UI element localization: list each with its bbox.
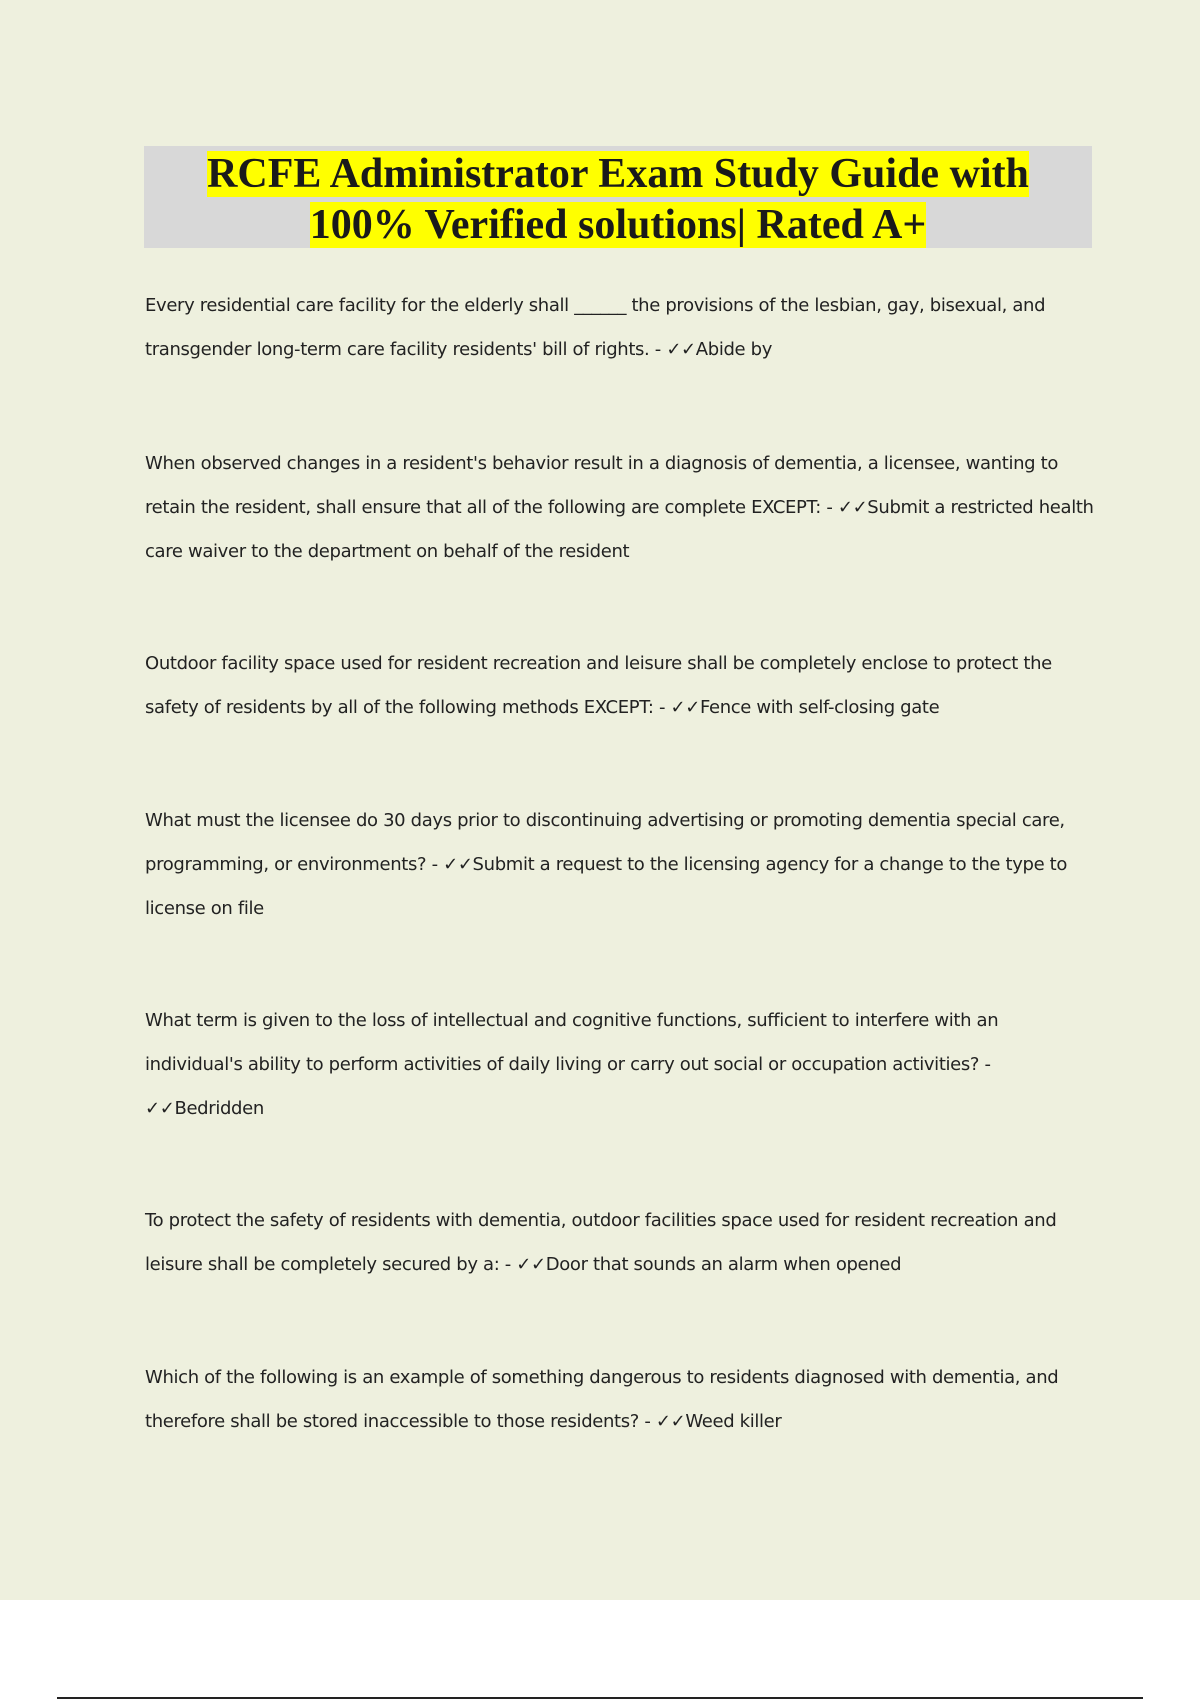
answer-text: ✓✓Fence with self-closing gate: [670, 697, 940, 718]
qa-item-5: [145, 999, 1095, 1131]
qa-item-2: [145, 442, 1095, 574]
title-banner: [144, 146, 1092, 248]
answer-text: ✓✓Abide by: [666, 339, 773, 360]
question-text: Every residential care facility for the elderly shall ______ the provisions of the lesbian, gay, bisexual, and transgender long-term care facility residents' bill of rights. -: [145, 295, 1046, 360]
answer-text: ✓✓Submit a restricted health care waiver to the department on behalf of the resident: [145, 497, 1094, 562]
answer-text: ✓✓Door that sounds an alarm when opened: [516, 1254, 902, 1275]
question-text: Which of the following is an example of something dangerous to residents diagnosed with dementia, and therefore shall be stored inaccessible to those residents? -: [145, 1367, 1059, 1432]
title-line-2: 100% Verified solutions| Rated A+: [309, 202, 927, 248]
qa-item-6: [145, 1199, 1095, 1287]
document-title: [144, 146, 1092, 251]
answer-text: ✓✓Submit a request to the licensing agency for a change to the type to license on file: [145, 854, 1068, 919]
footer-divider: [57, 1697, 1143, 1699]
qa-item-3: [145, 642, 1095, 730]
answer-text: ✓✓Weed killer: [655, 1411, 782, 1432]
qa-item-7: [145, 1356, 1095, 1444]
title-line-1: RCFE Administrator Exam Study Guide with: [207, 151, 1029, 197]
answer-text: ✓✓Bedridden: [145, 1098, 264, 1119]
question-text: When observed changes in a resident's behavior result in a diagnosis of dementia, a licensee, wanting to retain the resident, shall ensure that all of the following are complete EXCEPT: -: [145, 453, 1058, 518]
qa-item-1: [145, 284, 1095, 372]
question-text: What must the licensee do 30 days prior to discontinuing advertising or promoting dementia special care, programming, or environments? -: [145, 810, 1065, 875]
question-text: To protect the safety of residents with dementia, outdoor facilities space used for resident recreation and leisure shall be completely secured by a: -: [145, 1210, 1057, 1275]
question-text: Outdoor facility space used for resident recreation and leisure shall be completely enclose to protect the safety of residents by all of the following methods EXCEPT: -: [145, 653, 1052, 718]
question-text: What term is given to the loss of intellectual and cognitive functions, sufficient to interfere with an individual's ability to perform activities of daily living or carry out social or occupation activities? -: [145, 1010, 999, 1075]
qa-item-4: [145, 799, 1095, 931]
